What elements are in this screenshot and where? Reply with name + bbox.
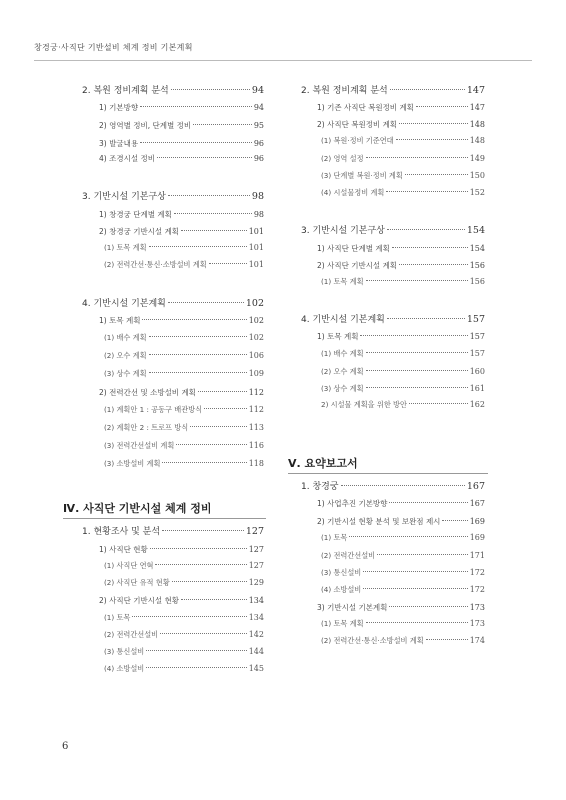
toc-entry[interactable]: (4) 소방설비 172 bbox=[321, 585, 485, 594]
toc-entry[interactable]: (1) 토목 134 bbox=[104, 613, 264, 622]
section-iv-title: Ⅳ. 사직단 기반시설 체계 정비 bbox=[63, 502, 212, 515]
toc-entry[interactable]: 2) 사직단 기반시설 현황 134 bbox=[99, 596, 264, 605]
section-divider bbox=[63, 518, 266, 519]
toc-entry[interactable]: 3) 기반시설 기본계획 173 bbox=[317, 603, 485, 612]
section-divider bbox=[288, 473, 488, 474]
toc-entry[interactable]: 1. 창경궁 167 bbox=[301, 481, 485, 492]
toc-entry[interactable]: 3. 기반시설 기본구상 154 bbox=[301, 225, 485, 236]
toc-entry[interactable]: 2) 전력간선 및 소방설비 계획 112 bbox=[99, 388, 264, 397]
toc-entry[interactable]: (1) 계획안 1 : 공동구 배관방식 112 bbox=[104, 405, 264, 414]
toc-entry[interactable]: 1) 창경궁 단계별 계획 98 bbox=[99, 210, 264, 219]
toc-entry[interactable]: (2) 오수 계획 160 bbox=[321, 367, 485, 376]
toc-entry[interactable]: 2. 복원 정비계획 분석 94 bbox=[82, 85, 264, 96]
toc-entry[interactable]: (4) 시설물정비 계획 152 bbox=[321, 188, 485, 197]
toc-entry[interactable]: 2) 창경궁 기반시설 계획 101 bbox=[99, 227, 264, 236]
toc-entry[interactable]: (1) 토목 계획 173 bbox=[321, 619, 485, 628]
toc-entry[interactable]: (3) 통신설비 172 bbox=[321, 568, 485, 577]
toc-entry[interactable]: 4. 기반시설 기본계획 157 bbox=[301, 314, 485, 325]
toc-entry[interactable]: 3. 기반시설 기본구상 98 bbox=[82, 191, 264, 202]
toc-entry[interactable]: 4) 조경시설 정비 96 bbox=[99, 154, 264, 163]
toc-entry[interactable]: (1) 토목 계획 156 bbox=[321, 277, 485, 286]
toc-entry[interactable]: 1. 현황조사 및 분석 127 bbox=[82, 526, 264, 537]
toc-entry[interactable]: (1) 배수 계획 102 bbox=[104, 333, 264, 342]
toc-entry[interactable]: 1) 사업추진 기본방향 167 bbox=[317, 499, 485, 508]
toc-entry[interactable]: 1) 토목 계획 102 bbox=[99, 316, 264, 325]
header-divider bbox=[34, 60, 532, 61]
toc-entry[interactable]: (4) 소방설비 145 bbox=[104, 664, 264, 673]
toc-entry[interactable]: (2) 계획안 2 : 트로프 방식 113 bbox=[104, 423, 264, 432]
toc-entry[interactable]: (2) 사직단 유적 현황 129 bbox=[104, 578, 264, 587]
toc-entry[interactable]: 2) 기반시설 현황 분석 및 보완점 제시 169 bbox=[317, 517, 485, 526]
toc-entry[interactable]: (3) 전력간선설비 계획 116 bbox=[104, 441, 264, 450]
toc-entry[interactable]: (1) 토목 계획 101 bbox=[104, 243, 264, 252]
toc-entry[interactable]: (2) 전력간선설비 171 bbox=[321, 551, 485, 560]
running-header: 창경궁·사직단 기반설비 체계 정비 기본계획 bbox=[34, 43, 193, 52]
toc-entry[interactable]: (3) 상수 계획 109 bbox=[104, 369, 264, 378]
toc-entry[interactable]: (3) 통신설비 144 bbox=[104, 647, 264, 656]
toc-entry[interactable]: (3) 소방설비 계획 118 bbox=[104, 459, 264, 468]
toc-entry[interactable]: 2) 영역별 정비, 단계별 정비 95 bbox=[99, 121, 264, 130]
toc-entry[interactable]: (1) 복원·정비 기준연대 148 bbox=[321, 136, 485, 145]
toc-entry[interactable]: (2) 영역 설정 149 bbox=[321, 154, 485, 163]
toc-entry[interactable]: (1) 토목 169 bbox=[321, 533, 485, 542]
toc-entry[interactable]: (3) 단계별 복원·정비 계획 150 bbox=[321, 171, 485, 180]
toc-entry[interactable]: (2) 오수 계획 106 bbox=[104, 351, 264, 360]
toc-entry[interactable]: 2) 사직단 복원정비 계획 148 bbox=[317, 120, 485, 129]
toc-entry[interactable]: 1) 사직단 현황 127 bbox=[99, 545, 264, 554]
section-v-title: Ⅴ. 요약보고서 bbox=[288, 457, 358, 470]
toc-entry[interactable]: (3) 상수 계획 161 bbox=[321, 384, 485, 393]
toc-entry[interactable]: (1) 사직단 연혁 127 bbox=[104, 561, 264, 570]
toc-entry[interactable]: (2) 전력간선·통신·소방설비 계획 174 bbox=[321, 636, 485, 645]
toc-entry[interactable]: 2) 사직단 기반시설 계획 156 bbox=[317, 261, 485, 270]
toc-entry[interactable]: 1) 사직단 단계별 계획 154 bbox=[317, 244, 485, 253]
toc-entry[interactable]: 2) 시설물 계획을 위한 방안 162 bbox=[321, 400, 485, 409]
page-number: 6 bbox=[62, 741, 69, 752]
toc-entry[interactable]: 2. 복원 정비계획 분석 147 bbox=[301, 85, 485, 96]
toc-entry[interactable]: (1) 배수 계획 157 bbox=[321, 349, 485, 358]
toc-entry[interactable]: (2) 전력간선설비 142 bbox=[104, 630, 264, 639]
toc-entry[interactable]: 4. 기반시설 기본계획 102 bbox=[82, 298, 264, 309]
toc-entry[interactable]: 1) 토목 계획 157 bbox=[317, 332, 485, 341]
toc-entry[interactable]: 1) 기존 사직단 복원정비 계획 147 bbox=[317, 103, 485, 112]
toc-entry[interactable]: 3) 발굴내용 96 bbox=[99, 139, 264, 148]
toc-entry[interactable]: 1) 기본방향 94 bbox=[99, 103, 264, 112]
toc-entry[interactable]: (2) 전력간선·통신·소방설비 계획 101 bbox=[104, 260, 264, 269]
